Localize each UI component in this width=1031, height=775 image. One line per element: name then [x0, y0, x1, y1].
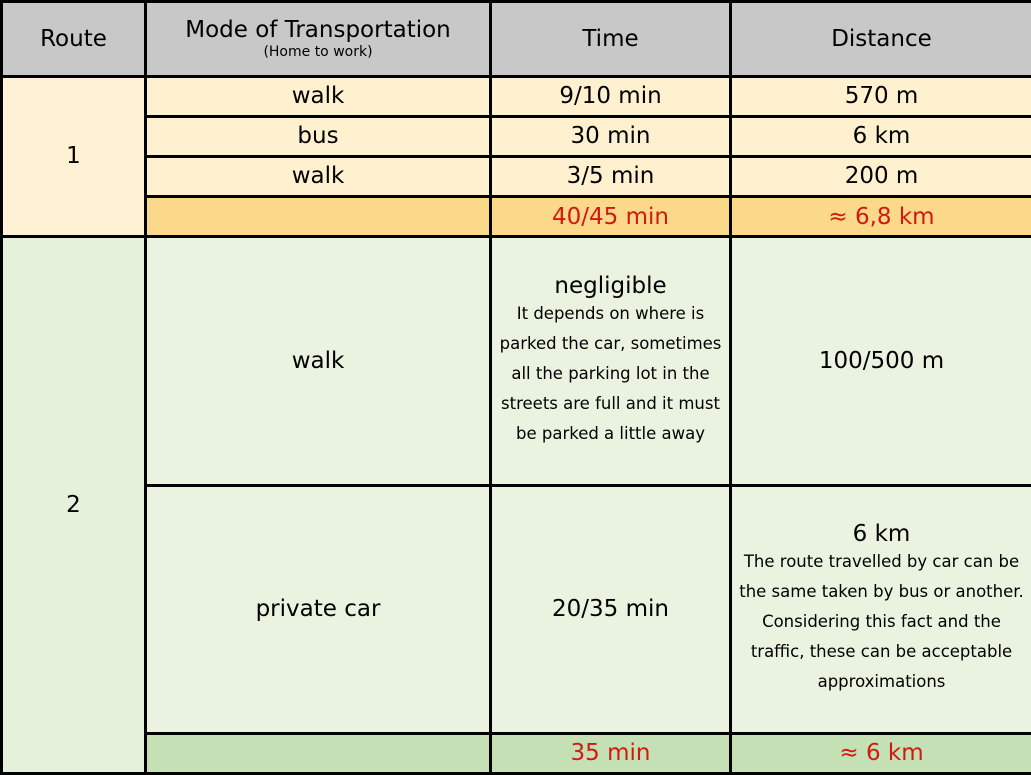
mode-cell: bus [146, 117, 491, 157]
mode-cell: walk [146, 157, 491, 197]
distance-cell: 570 m [731, 77, 1031, 117]
mode-cell: private car [146, 485, 491, 733]
distance-cell: 100/500 m [731, 237, 1031, 485]
time-value: negligible [554, 272, 667, 299]
time-cell: 3/5 min [491, 157, 731, 197]
header-mode-subtitle: (Home to work) [263, 43, 373, 60]
total-mode-cell [146, 733, 491, 773]
distance-cell [731, 485, 1031, 733]
time-cell: 9/10 min [491, 77, 731, 117]
table-row [2, 157, 1031, 197]
time-cell: 30 min [491, 117, 731, 157]
header-row [2, 2, 1031, 77]
distance-cell: 200 m [731, 157, 1031, 197]
total-mode-cell [146, 197, 491, 237]
mode-cell: walk [146, 77, 491, 117]
route-1-total-time: 40/45 min [491, 197, 731, 237]
time-note: It depends on where is parked the car, sometimes all the parking lot in the streets are full and it must be parked a little away [499, 304, 722, 444]
route-2-total-time: 35 min [491, 733, 731, 773]
header-mode-title: Mode of Transportation [185, 17, 451, 44]
distance-note: The route travelled by car can be the same taken by bus or another. Considering this fact and the traffic, these can be acceptable approximations [739, 552, 1024, 692]
header-mode [146, 2, 491, 77]
route-2-total-distance: ≈ 6 km [731, 733, 1031, 773]
route-1-total-distance: ≈ 6,8 km [731, 197, 1031, 237]
time-cell: 20/35 min [491, 485, 731, 733]
table-row [2, 237, 1031, 485]
header-time: Time [491, 2, 731, 77]
distance-value: 6 km [852, 521, 911, 548]
route-1-label: 1 [2, 77, 146, 237]
total-row [2, 197, 1031, 237]
table-row [2, 77, 1031, 117]
table-row [2, 485, 1031, 733]
distance-cell: 6 km [731, 117, 1031, 157]
mode-cell: walk [146, 237, 491, 485]
route-2-label: 2 [2, 237, 146, 774]
total-row [2, 733, 1031, 773]
header-route: Route [2, 2, 146, 77]
time-cell [491, 237, 731, 485]
table-row [2, 117, 1031, 157]
header-distance: Distance [731, 2, 1031, 77]
